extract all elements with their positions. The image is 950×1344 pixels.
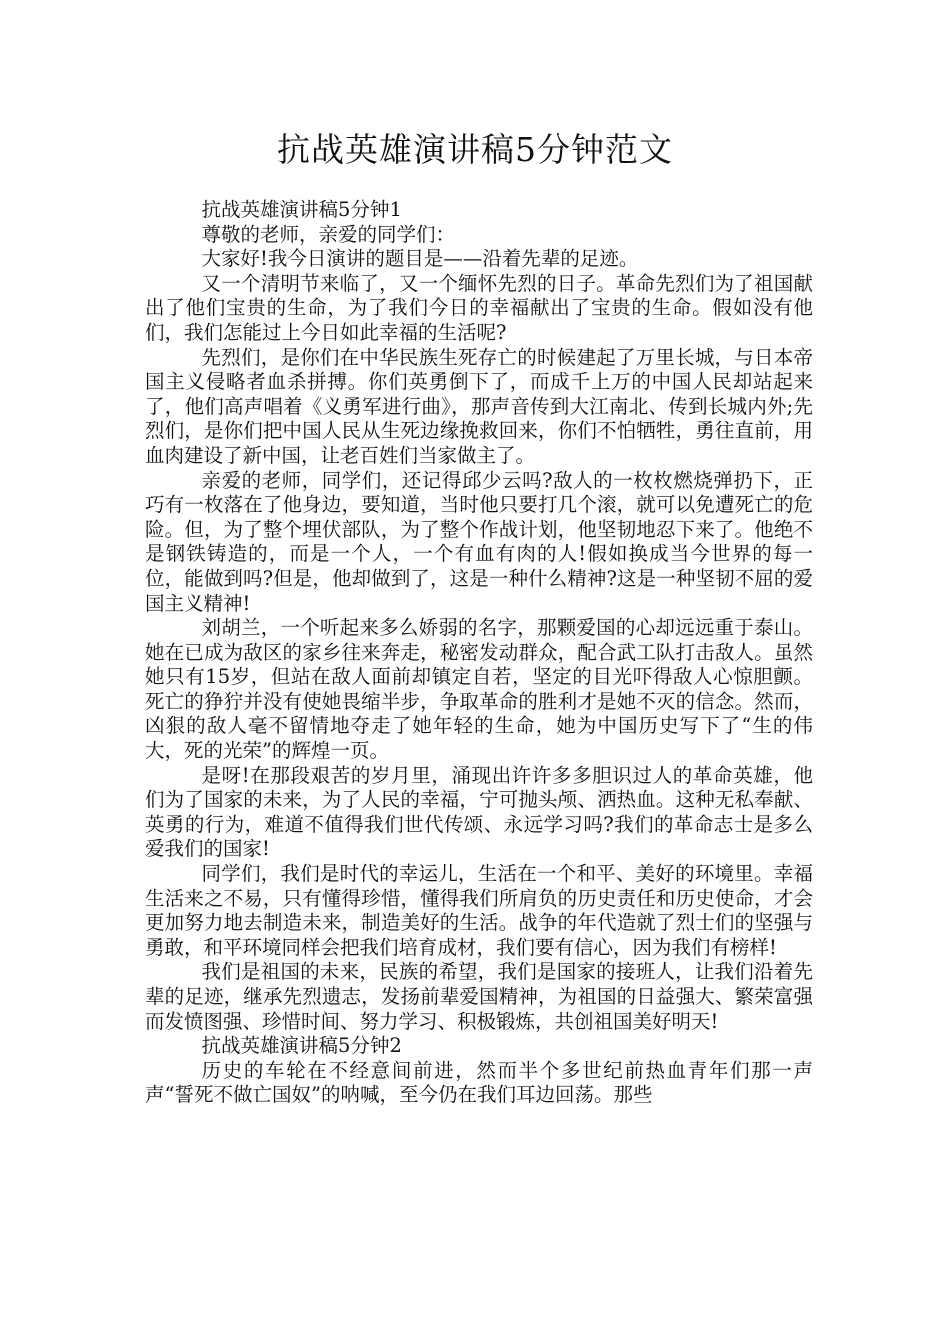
paragraph: 亲爱的老师，同学们，还记得邱少云吗?敌人的一枚枚燃烧弹扔下，正巧有一枚落在了他身边，要知道，当时他只要打几个滚，就可以免遭死亡的危险。但，为了整个埋伏部队，为了整个作战计划，他坚韧地忍下来了。他绝不是钢铁铸造的，而是一个人，一个有血有肉的人!假如换成当今世界的每一位，能做到吗?但是，他却做到了，这是一种什么精神?这是一种坚韧不屈的爱国主义精神! — [145, 468, 813, 615]
paragraph: 先烈们，是你们在中华民族生死存亡的时候建起了万里长城，与日本帝国主义侵略者血杀拼搏。你们英勇倒下了，而成千上万的中国人民却站起来了，他们高声唱着《义勇军进行曲》，那声音传到大江南北、传到长城内外;先烈们，是你们把中国人民从生死边缘挽救回来，你们不怕牺牲，勇往直前，用血肉建设了新中国，让老百姓们当家做主了。 — [145, 345, 813, 467]
section-heading-2: 抗战英雄演讲稿5分钟2 — [201, 1034, 402, 1058]
paragraph: 是呀!在那段艰苦的岁月里，涌现出许许多多胆识过人的革命英雄，他们为了国家的未来，为了人民的幸福，宁可抛头颅、洒热血。这种无私奉献、英勇的行为，难道不值得我们世代传颂、永远学习吗?我们的革命志士是多么爱我们的国家! — [145, 763, 813, 861]
paragraph: 我们是祖国的未来，民族的希望，我们是国家的接班人，让我们沿着先辈的足迹，继承先烈遗志，发扬前辈爱国精神，为祖国的日益强大、繁荣富强而发愤图强、珍惜时间、努力学习、积极锻炼，共创祖国美好明天! — [145, 960, 813, 1033]
paragraph: 又一个清明节来临了，又一个缅怀先烈的日子。革命先烈们为了祖国献出了他们宝贵的生命，为了我们今日的幸福献出了宝贵的生命。假如没有他们，我们怎能过上今日如此幸福的生活呢? — [145, 271, 813, 344]
document-title: 抗战英雄演讲稿5分钟范文 — [277, 130, 673, 169]
paragraph: 大家好!我今日演讲的题目是——沿着先辈的足迹。 — [201, 247, 639, 271]
paragraph: 历史的车轮在不经意间前进，然而半个多世纪前热血青年们那一声声“誓死不做亡国奴”的呐喊，至今仍在我们耳边回荡。那些 — [145, 1058, 813, 1107]
document-body — [145, 198, 813, 1108]
salutation: 尊敬的老师，亲爱的同学们： — [201, 222, 456, 246]
section-heading-1: 抗战英雄演讲稿5分钟1 — [201, 198, 402, 221]
paragraph: 刘胡兰，一个听起来多么娇弱的名字，那颗爱国的心却远远重于泰山。她在已成为敌区的家乡往来奔走，秘密发动群众，配合武工队打击敌人。虽然她只有15岁，但站在敌人面前却镇定自若，坚定的目光吓得敌人心惊胆颤。死亡的狰狞并没有使她畏缩半步，争取革命的胜利才是她不灭的信念。然而，凶狠的敌人毫不留情地夺走了她年轻的生命，她为中国历史写下了“生的伟大，死的光荣”的辉煌一页。 — [145, 616, 813, 763]
paragraph: 同学们，我们是时代的幸运儿，生活在一个和平、美好的环境里。幸福生活来之不易，只有懂得珍惜，懂得我们所肩负的历史责任和历史使命，才会更加努力地去制造未来，制造美好的生活。战争的年代造就了烈士们的坚强与勇敢，和平环境同样会把我们培育成材，我们要有信心，因为我们有榜样! — [145, 862, 813, 959]
